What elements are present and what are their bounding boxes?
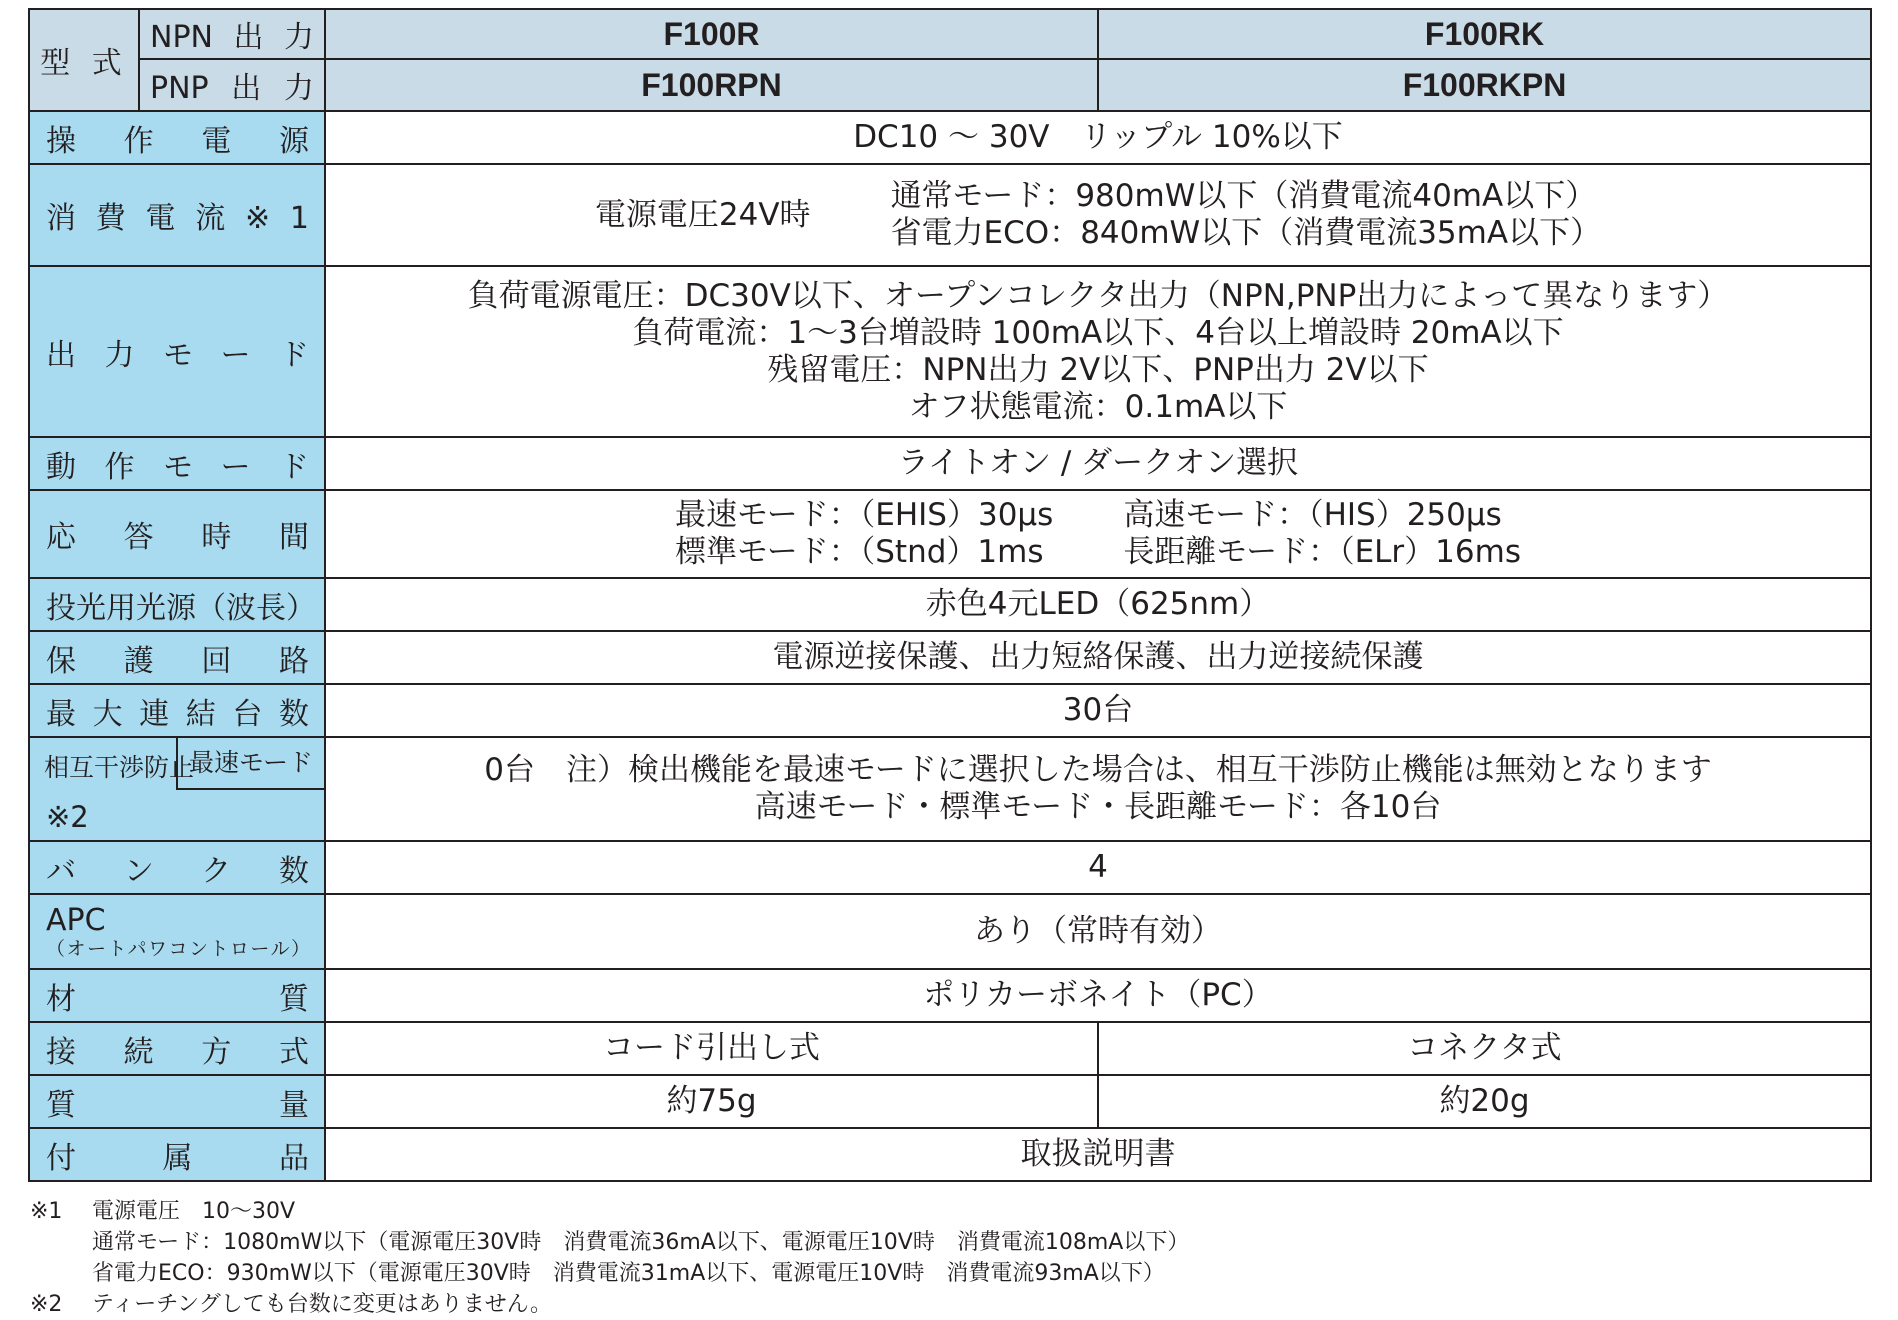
label-connection: 接続方式 [29,1022,325,1075]
response-standard: 標準モード：（Stnd）1ms [675,534,1044,570]
model-f100rpn: F100RPN [325,59,1098,111]
label-mutual [29,737,325,841]
model-f100r: F100R [325,9,1098,59]
value-accessory: 取扱説明書 [325,1128,1871,1181]
value-operation: ライトオン / ダークオン選択 [325,437,1871,490]
value-connection-rk: コネクタ式 [1098,1022,1871,1075]
spec-table [28,8,1872,1182]
value-response [325,490,1871,578]
label-material: 材質 [29,969,325,1022]
value-output [325,266,1871,437]
output-line3: 残留電圧：NPN出力 2V以下、PNP出力 2V以下 [767,351,1429,388]
mutual-fastest-label: 最速モード [176,738,324,790]
consumption-line1: 通常モード：980mW以下（消費電流40mA以下） [890,178,1597,214]
value-bank: 4 [325,841,1871,894]
npn-label: NPN出力 [139,9,325,59]
footnote-2-mark: ※2 [30,1292,63,1317]
footnote-2 [30,1289,1189,1320]
row-output [29,266,1871,437]
row-material [29,969,1871,1022]
apc-sublabel: （オートパワコントロール） [46,937,310,960]
model-label-cell [29,9,139,111]
row-response [29,490,1871,578]
row-mutual [29,737,1871,841]
value-weight-r: 約75g [325,1075,1098,1128]
label-weight: 質量 [29,1075,325,1128]
mutual-line1: 0台 注）検出機能を最速モードに選択した場合は、相互干渉防止機能は無効となります [484,752,1712,788]
apc-label: APC [46,902,106,938]
value-consumption [325,164,1871,266]
footnote-1-mark: ※1 [30,1199,63,1224]
model-f100rk: F100RK [1098,9,1871,59]
response-fastest: 最速モード：（EHIS）30μs [675,497,1054,533]
label-protection: 保護回路 [29,631,325,684]
label-max-link: 最大連結台数 [29,684,325,737]
label-light: 投光用光源（波長） [29,578,325,631]
row-operation [29,437,1871,490]
row-apc [29,894,1871,969]
value-max-link: 30台 [325,684,1871,737]
mutual-label: 相互干渉防止 [44,753,195,782]
mutual-note-mark: ※2 [46,800,89,834]
response-long: 長距離モード：（ELr）16ms [1123,534,1521,570]
footnote-1-line1 [30,1196,1189,1227]
row-weight [29,1075,1871,1128]
row-bank [29,841,1871,894]
pnp-label: PNP出力 [139,59,325,111]
value-light: 赤色4元LED（625nm） [325,578,1871,631]
footnote-1-line3: 省電力ECO：930mW以下（電源電圧30V時 消費電流31mA以下、電源電圧10V時 消費電流93mA以下） [92,1261,1165,1286]
row-power [29,111,1871,164]
label-power: 操作電源 [29,111,325,164]
model-label: 型 式 [40,46,128,81]
output-line2: 負荷電流：1～3台増設時 100mA以下、4台以上増設時 20mA以下 [632,314,1564,351]
row-connection [29,1022,1871,1075]
row-consumption [29,164,1871,266]
label-bank: バンク数 [29,841,325,894]
value-power: DC10 ～ 30V リップル 10%以下 [325,111,1871,164]
row-max-link [29,684,1871,737]
model-f100rkpn: F100RKPN [1098,59,1871,111]
row-protection [29,631,1871,684]
row-accessory [29,1128,1871,1181]
header-row-pnp [29,59,1871,111]
label-consumption: 消費電流※1 [29,164,325,266]
consumption-condition: 電源電圧24V時 [594,196,811,233]
label-operation: 動作モード [29,437,325,490]
mutual-line2: 高速モード・標準モード・長距離モード：各10台 [754,789,1442,825]
row-light [29,578,1871,631]
label-response: 応答時間 [29,490,325,578]
footnote-1-line2: 通常モード：1080mW以下（電源電圧30V時 消費電流36mA以下、電源電圧10V時 消費電流108mA以下） [92,1230,1190,1255]
value-mutual [325,737,1871,841]
value-connection-r: コード引出し式 [325,1022,1098,1075]
value-protection: 電源逆接保護、出力短絡保護、出力逆接続保護 [325,631,1871,684]
value-apc: あり（常時有効） [325,894,1871,969]
label-apc [29,894,325,969]
consumption-line2: 省電力ECO：840mW以下（消費電流35mA以下） [890,215,1602,251]
response-high: 高速モード：（HIS）250μs [1123,497,1502,533]
header-row-npn [29,9,1871,59]
footnotes [30,1196,1189,1320]
label-output: 出力モード [29,266,325,437]
output-line4: オフ状態電流：0.1mA以下 [908,388,1288,425]
value-weight-rk: 約20g [1098,1075,1871,1128]
value-material: ポリカーボネイト（PC） [325,969,1871,1022]
output-line1: 負荷電源電圧：DC30V以下、オープンコレクタ出力（NPN,PNP出力によって異なります） [467,277,1729,314]
footnote-1-text: 電源電圧 10～30V [92,1199,296,1224]
footnote-2-text: ティーチングしても台数に変更はありません。 [92,1292,553,1317]
label-accessory: 付属品 [29,1128,325,1181]
